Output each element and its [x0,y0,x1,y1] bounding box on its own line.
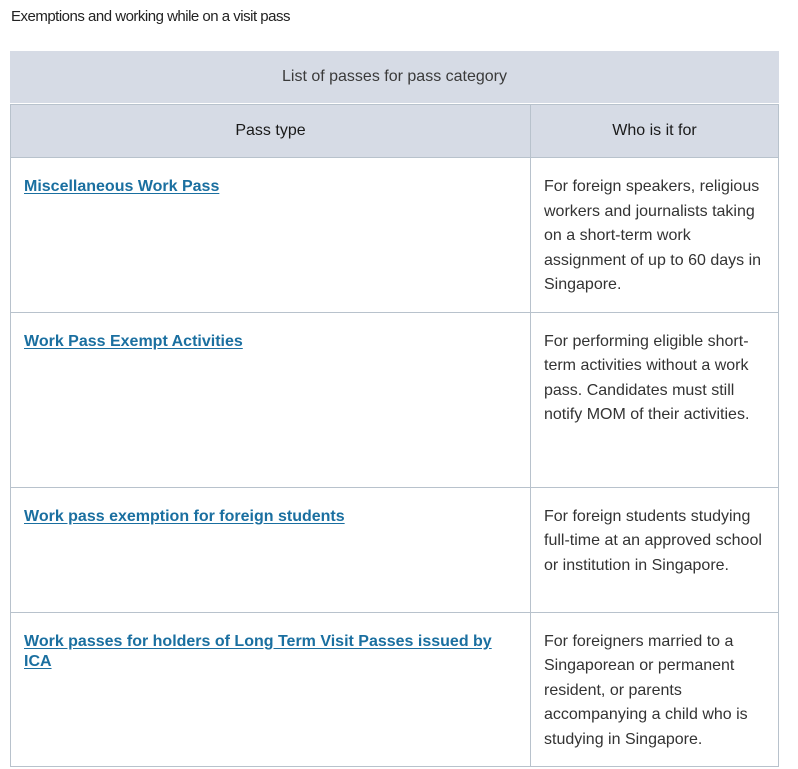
who-for-text: For performing eligible short-term activities without a work pass. Candidates must still notify MOM of their activities. [544,332,750,423]
pass-type-cell [11,312,531,487]
pass-category-table [10,51,779,767]
miscellaneous-work-pass-link[interactable]: Miscellaneous Work Pass [24,178,220,195]
pass-type-cell [11,158,531,313]
table-row [11,612,779,767]
pass-type-cell [11,487,531,612]
page-title: Exemptions and working while on a visit pass [11,8,290,25]
who-for-cell [531,612,779,767]
who-for-cell [531,312,779,487]
foreign-students-exemption-link[interactable]: Work pass exemption for foreign students [24,507,345,525]
work-pass-exempt-activities-link[interactable]: Work Pass Exempt Activities [24,332,243,350]
header-pass-type: Pass type [11,105,531,158]
who-for-cell [531,158,779,313]
long-term-visit-pass-holders-link[interactable]: Work passes for holders of Long Term Visit Passes issued by ICA [24,632,492,670]
who-for-text: For foreigners married to a Singaporean or permanent resident, or parents accompanying a child who is studying in Singapore. [544,632,748,748]
pass-type-cell [11,612,531,767]
who-for-cell [531,487,779,612]
header-who-for: Who is it for [531,105,779,158]
table-row [11,487,779,612]
table-row [11,158,779,313]
who-for-text: For foreign speakers, religious workers and journalists taking on a short-term work assignment of up to 60 days in Singapore. [544,178,762,293]
who-for-text: For foreign students studying full-time at an approved school or institution in Singapore. [544,507,762,574]
table-caption: List of passes for pass category [10,51,779,104]
table-row [11,312,779,487]
table-header-row [11,105,779,158]
